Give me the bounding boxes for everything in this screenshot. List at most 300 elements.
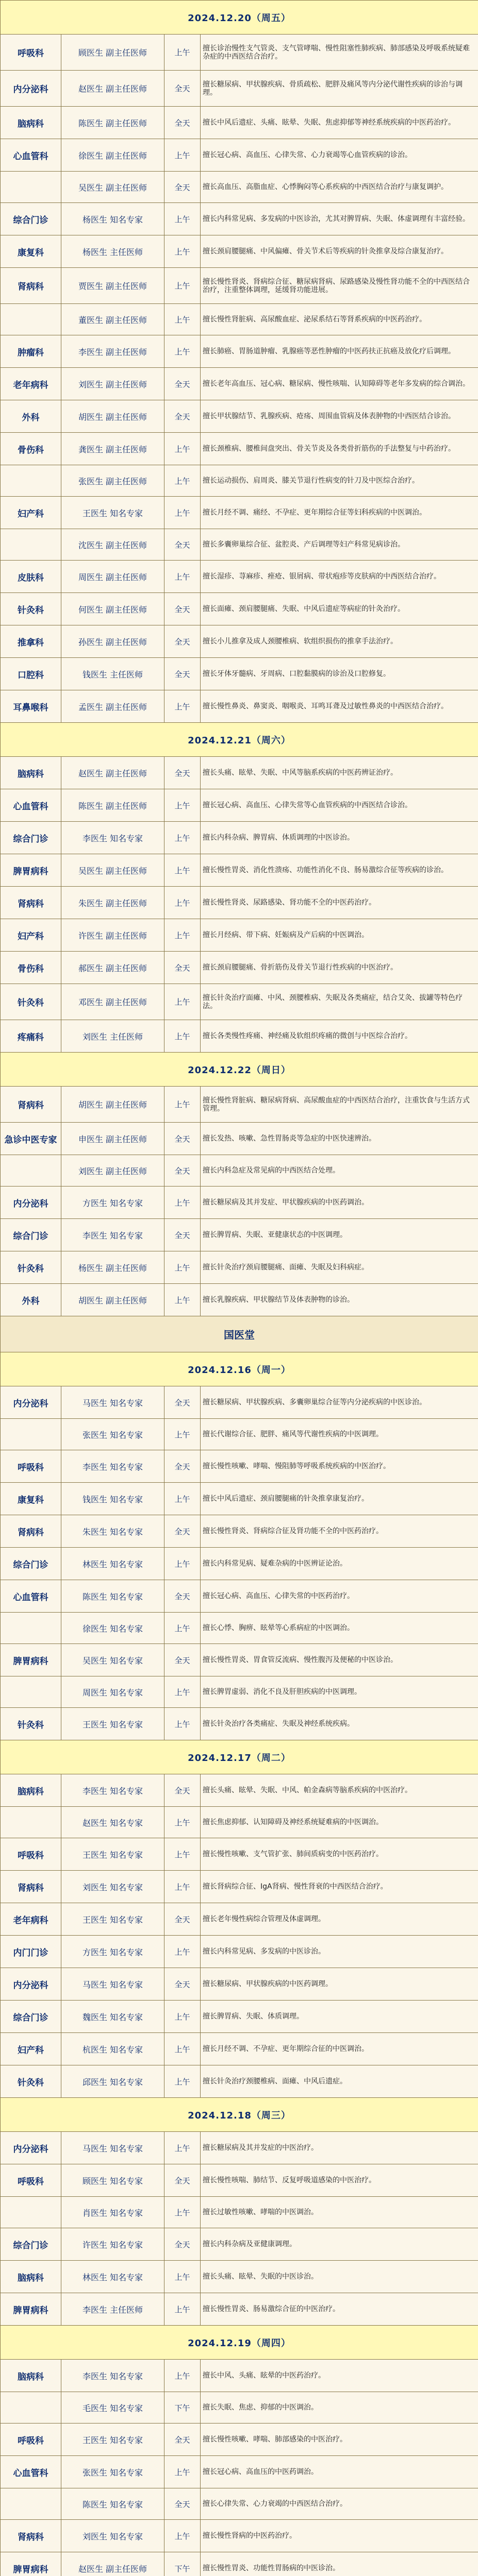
specialty-cell: 擅长慢性肾炎、尿路感染、肾功能不全的中医药治疗。	[201, 887, 478, 919]
doctor-cell: 龚医生 副主任医师	[61, 433, 164, 465]
specialty-cell: 擅长慢性胃炎、功能性胃肠病的中医诊治。	[201, 2552, 478, 2576]
specialty-cell: 擅长内科常见病、疑难杂病的中医辨证论治。	[201, 1548, 478, 1580]
time-slot-cell: 上午	[164, 2520, 201, 2552]
date-label: 2024.12.18（周三）	[1, 2098, 478, 2132]
time-slot-cell: 上午	[164, 35, 201, 71]
specialty-cell: 擅长内科急症及常见病的中西医结合处理。	[201, 1155, 478, 1187]
doctor-row	[1, 1219, 478, 1251]
time-slot-cell: 全天	[164, 529, 201, 561]
time-slot-cell: 全天	[164, 2488, 201, 2520]
date-header-row	[1, 1, 478, 35]
doctor-row	[1, 2520, 478, 2552]
specialty-cell: 擅长冠心病、高血压的中医药调治。	[201, 2456, 478, 2488]
doctor-row	[1, 2197, 478, 2228]
date-header-row	[1, 1053, 478, 1087]
doctor-cell: 周医生 副主任医师	[61, 561, 164, 593]
doctor-row	[1, 107, 478, 139]
time-slot-cell: 上午	[164, 1187, 201, 1219]
doctor-cell: 朱医生 知名专家	[61, 1515, 164, 1548]
department-cell: 针灸科	[1, 2065, 61, 2098]
doctor-row	[1, 690, 478, 723]
specialty-cell: 擅长慢性肾炎、肾病综合征、糖尿病肾病、尿路感染及慢性肾功能不全的中西医结合治疗，注重整体调理，延缓肾功能进展。	[201, 268, 478, 304]
doctor-cell: 杨医生 知名专家	[61, 203, 164, 235]
time-slot-cell: 全天	[164, 1580, 201, 1613]
department-cell: 骨伤科	[1, 952, 61, 984]
time-slot-cell: 上午	[164, 1087, 201, 1123]
doctor-cell: 王医生 知名专家	[61, 1708, 164, 1740]
doctor-cell: 刘医生 副主任医师	[61, 1155, 164, 1187]
time-slot-cell: 上午	[164, 497, 201, 529]
doctor-row	[1, 561, 478, 593]
department-cell: 针灸科	[1, 1708, 61, 1740]
doctor-row	[1, 497, 478, 529]
specialty-cell: 擅长头痛、眩晕、失眠的中医诊治。	[201, 2261, 478, 2293]
doctor-row	[1, 1155, 478, 1187]
time-slot-cell: 全天	[164, 1774, 201, 1807]
department-cell: 针灸科	[1, 984, 61, 1020]
time-slot-cell: 全天	[164, 400, 201, 433]
doctor-row	[1, 71, 478, 107]
specialty-cell: 擅长慢性鼻炎、鼻窦炎、咽喉炎、耳鸣耳聋及过敏性鼻炎的中西医结合治疗。	[201, 690, 478, 723]
specialty-cell: 擅长慢性咳嗽、哮喘、慢阻肺等呼吸系统疾病的中医治疗。	[201, 1450, 478, 1483]
doctor-row	[1, 1613, 478, 1644]
doctor-row	[1, 1871, 478, 1903]
specialty-cell: 擅长慢性肾病的中医药治疗。	[201, 2520, 478, 2552]
specialty-cell: 擅长糖尿病、甲状腺疾病、多囊卵巢综合征等内分泌疾病的中医诊治。	[201, 1386, 478, 1419]
department-cell	[1, 1613, 61, 1644]
department-cell: 心血管科	[1, 2456, 61, 2488]
specialty-cell: 擅长肺癌、胃肠道肿瘤、乳腺癌等恶性肿瘤的中医药扶正抗癌及放化疗后调理。	[201, 335, 478, 368]
specialty-cell: 擅长颈椎病、腰椎间盘突出、骨关节炎及各类骨折筋伤的手法整复与中药治疗。	[201, 433, 478, 465]
specialty-cell: 擅长针灸治疗各类痛症、失眠及神经系统疾病。	[201, 1708, 478, 1740]
doctor-cell: 顾医生 知名专家	[61, 2164, 164, 2197]
doctor-cell: 赵医生 副主任医师	[61, 71, 164, 107]
specialty-cell: 擅长针灸治疗颈肩腰腿痛、面瘫、失眠及妇科病症。	[201, 1251, 478, 1284]
time-slot-cell: 全天	[164, 1903, 201, 1936]
time-slot-cell: 上午	[164, 1708, 201, 1740]
doctor-row	[1, 1087, 478, 1123]
department-cell: 康复科	[1, 1483, 61, 1515]
time-slot-cell: 上午	[164, 1483, 201, 1515]
doctor-row	[1, 887, 478, 919]
time-slot-cell: 上午	[164, 1936, 201, 1968]
specialty-cell: 擅长过敏性咳嗽、哮喘的中医调治。	[201, 2197, 478, 2228]
specialty-cell: 擅长中风、头痛、眩晕的中医药治疗。	[201, 2360, 478, 2392]
time-slot-cell: 全天	[164, 952, 201, 984]
doctor-cell: 马医生 知名专家	[61, 2132, 164, 2164]
doctor-row	[1, 1419, 478, 1450]
date-label: 2024.12.20（周五）	[1, 1, 478, 35]
doctor-cell: 陈医生 知名专家	[61, 2488, 164, 2520]
department-cell: 肾病科	[1, 2520, 61, 2552]
doctor-cell: 王医生 知名专家	[61, 2424, 164, 2456]
doctor-row	[1, 368, 478, 400]
specialty-cell: 擅长慢性肾脏病、糖尿病肾病、高尿酸血症的中西医结合治疗，注重饮食与生活方式管理。	[201, 1087, 478, 1123]
department-cell: 耳鼻喉科	[1, 690, 61, 723]
specialty-cell: 擅长月经病、带下病、妊娠病及产后病的中医调治。	[201, 919, 478, 952]
doctor-cell: 李医生 知名专家	[61, 2360, 164, 2392]
time-slot-cell: 上午	[164, 433, 201, 465]
department-cell: 脾胃病科	[1, 854, 61, 887]
doctor-cell: 毛医生 知名专家	[61, 2392, 164, 2424]
doctor-cell: 杨医生 副主任医师	[61, 1251, 164, 1284]
department-cell: 内分泌科	[1, 71, 61, 107]
doctor-cell: 张医生 知名专家	[61, 2456, 164, 2488]
doctor-row	[1, 139, 478, 172]
department-cell: 综合门诊	[1, 822, 61, 854]
specialty-cell: 擅长针灸治疗颈腰椎病、面瘫、中风后遗症。	[201, 2065, 478, 2098]
doctor-row	[1, 1644, 478, 1676]
department-cell: 妇产科	[1, 497, 61, 529]
department-cell	[1, 304, 61, 335]
specialty-cell: 擅长心律失常、心力衰竭的中西医结合治疗。	[201, 2488, 478, 2520]
doctor-cell: 马医生 知名专家	[61, 1386, 164, 1419]
time-slot-cell: 上午	[164, 919, 201, 952]
department-cell: 内分泌科	[1, 1187, 61, 1219]
specialty-cell: 擅长诊治慢性支气管炎、支气管哮喘、慢性阻塞性肺疾病、肺部感染及呼吸系统疑难杂症的中西医结合治疗。	[201, 35, 478, 71]
specialty-cell: 擅长中风后遗症、颈肩腰腿痛的针灸推拿康复治疗。	[201, 1483, 478, 1515]
doctor-row	[1, 465, 478, 497]
doctor-cell: 吴医生 知名专家	[61, 1644, 164, 1676]
department-cell	[1, 2197, 61, 2228]
time-slot-cell: 上午	[164, 1284, 201, 1316]
department-cell	[1, 1807, 61, 1838]
specialty-cell: 擅长内科常见病、多发病的中医诊治。	[201, 1936, 478, 1968]
specialty-cell: 擅长针灸治疗面瘫、中风、颈腰椎病、失眠及各类痛症，结合艾灸、拔罐等特色疗法。	[201, 984, 478, 1020]
time-slot-cell: 全天	[164, 107, 201, 139]
doctor-cell: 孟医生 副主任医师	[61, 690, 164, 723]
doctor-cell: 王医生 知名专家	[61, 1903, 164, 1936]
doctor-cell: 胡医生 副主任医师	[61, 1087, 164, 1123]
doctor-cell: 钱医生 知名专家	[61, 1483, 164, 1515]
specialty-cell: 擅长代谢综合征、肥胖、痛风等代谢性疾病的中医调理。	[201, 1419, 478, 1450]
department-cell	[1, 2392, 61, 2424]
doctor-cell: 方医生 知名专家	[61, 1936, 164, 1968]
date-header-row	[1, 1740, 478, 1774]
doctor-cell: 许医生 知名专家	[61, 2228, 164, 2261]
department-cell: 老年病科	[1, 368, 61, 400]
time-slot-cell: 全天	[164, 368, 201, 400]
doctor-row	[1, 789, 478, 822]
specialty-cell: 擅长脾胃虚弱、消化不良及肝胆疾病的中医调理。	[201, 1676, 478, 1708]
specialty-cell: 擅长各类慢性疼痛、神经痛及软组织疼痛的微创与中医综合治疗。	[201, 1020, 478, 1053]
doctor-cell: 邱医生 知名专家	[61, 2065, 164, 2098]
specialty-cell: 擅长慢性肾脏病、高尿酸血症、泌尿系结石等肾系疾病的中医药治疗。	[201, 304, 478, 335]
doctor-row	[1, 335, 478, 368]
doctor-row	[1, 1187, 478, 1219]
specialty-cell: 擅长糖尿病及其并发症的中医治疗。	[201, 2132, 478, 2164]
time-slot-cell: 上午	[164, 822, 201, 854]
time-slot-cell: 上午	[164, 1807, 201, 1838]
date-label: 2024.12.22（周日）	[1, 1053, 478, 1087]
time-slot-cell: 全天	[164, 1968, 201, 2001]
department-cell: 呼吸科	[1, 35, 61, 71]
doctor-cell: 朱医生 副主任医师	[61, 887, 164, 919]
department-cell: 脑病科	[1, 1774, 61, 1807]
doctor-row	[1, 2228, 478, 2261]
time-slot-cell: 上午	[164, 2360, 201, 2392]
date-header-row	[1, 2098, 478, 2132]
doctor-row	[1, 1020, 478, 1053]
date-label: 2024.12.21（周六）	[1, 723, 478, 757]
doctor-cell: 胡医生 副主任医师	[61, 1284, 164, 1316]
doctor-row	[1, 919, 478, 952]
department-cell: 呼吸科	[1, 2164, 61, 2197]
specialty-cell: 擅长慢性咳嗽、哮喘、肺部感染的中医治疗。	[201, 2424, 478, 2456]
specialty-cell: 擅长脾胃病、失眠、亚健康状态的中医调理。	[201, 1219, 478, 1251]
doctor-row	[1, 2360, 478, 2392]
doctor-row	[1, 854, 478, 887]
doctor-row	[1, 1968, 478, 2001]
specialty-cell: 擅长月经不调、不孕症、更年期综合征的中医调治。	[201, 2033, 478, 2065]
doctor-cell: 孙医生 副主任医师	[61, 625, 164, 658]
specialty-cell: 擅长运动损伤、肩周炎、膝关节退行性病变的针刀及中医综合治疗。	[201, 465, 478, 497]
doctor-row	[1, 203, 478, 235]
date-header-row	[1, 1352, 478, 1386]
time-slot-cell: 上午	[164, 2065, 201, 2098]
time-slot-cell: 上午	[164, 2001, 201, 2033]
time-slot-cell: 上午	[164, 268, 201, 304]
department-cell: 脑病科	[1, 107, 61, 139]
specialty-cell: 擅长糖尿病、甲状腺疾病、骨质疏松、肥胖及痛风等内分泌代谢性疾病的诊治与调理。	[201, 71, 478, 107]
specialty-cell: 擅长中风后遗症、头痛、眩晕、失眠、焦虑抑郁等神经系统疾病的中医药治疗。	[201, 107, 478, 139]
specialty-cell: 擅长乳腺疾病、甲状腺结节及体表肿物的诊治。	[201, 1284, 478, 1316]
time-slot-cell: 全天	[164, 2228, 201, 2261]
date-label: 2024.12.19（周四）	[1, 2326, 478, 2360]
specialty-cell: 擅长冠心病、高血压、心律失常、心力衰竭等心血管疾病的诊治。	[201, 139, 478, 172]
specialty-cell: 擅长糖尿病及其并发症、甲状腺疾病的中医药调治。	[201, 1187, 478, 1219]
specialty-cell: 擅长失眠、焦虑、抑郁的中医调治。	[201, 2392, 478, 2424]
department-cell: 脾胃病科	[1, 2293, 61, 2326]
time-slot-cell: 上午	[164, 1548, 201, 1580]
doctor-cell: 贾医生 副主任医师	[61, 268, 164, 304]
department-cell	[1, 1419, 61, 1450]
date-label: 2024.12.17（周二）	[1, 1740, 478, 1774]
doctor-row	[1, 1386, 478, 1419]
doctor-cell: 徐医生 副主任医师	[61, 139, 164, 172]
specialty-cell: 擅长小儿推拿及成人颈腰椎病、软组织损伤的推拿手法治疗。	[201, 625, 478, 658]
doctor-row	[1, 2488, 478, 2520]
doctor-cell: 刘医生 知名专家	[61, 1871, 164, 1903]
time-slot-cell: 全天	[164, 658, 201, 690]
doctor-row	[1, 2424, 478, 2456]
specialty-cell: 擅长头痛、眩晕、失眠、中风等脑系疾病的中医药辨证治疗。	[201, 757, 478, 789]
department-cell: 呼吸科	[1, 2424, 61, 2456]
date-header-row	[1, 2326, 478, 2360]
doctor-row	[1, 35, 478, 71]
time-slot-cell: 上午	[164, 690, 201, 723]
doctor-row	[1, 2164, 478, 2197]
department-cell	[1, 1676, 61, 1708]
department-cell	[1, 465, 61, 497]
doctor-row	[1, 2065, 478, 2098]
doctor-row	[1, 1807, 478, 1838]
doctor-row	[1, 2132, 478, 2164]
time-slot-cell: 全天	[164, 1123, 201, 1155]
specialty-cell: 擅长冠心病、高血压、心律失常的中医药治疗。	[201, 1580, 478, 1613]
doctor-cell: 方医生 知名专家	[61, 1187, 164, 1219]
time-slot-cell: 全天	[164, 2424, 201, 2456]
department-cell: 外科	[1, 400, 61, 433]
specialty-cell: 擅长慢性咳嗽、支气管扩张、肺间质病变的中医药治疗。	[201, 1838, 478, 1871]
doctor-cell: 赵医生 副主任医师	[61, 757, 164, 789]
department-cell: 推拿科	[1, 625, 61, 658]
department-cell: 针灸科	[1, 1251, 61, 1284]
time-slot-cell: 上午	[164, 139, 201, 172]
doctor-row	[1, 172, 478, 203]
doctor-row	[1, 268, 478, 304]
doctor-cell: 吴医生 副主任医师	[61, 854, 164, 887]
doctor-row	[1, 1450, 478, 1483]
time-slot-cell: 上午	[164, 1020, 201, 1053]
department-cell: 皮肤科	[1, 561, 61, 593]
specialty-cell: 擅长月经不调、痛经、不孕症、更年期综合征等妇科疾病的中医调治。	[201, 497, 478, 529]
department-cell: 肾病科	[1, 887, 61, 919]
department-cell: 内门门诊	[1, 1936, 61, 1968]
time-slot-cell: 上午	[164, 2293, 201, 2326]
time-slot-cell: 上午	[164, 561, 201, 593]
schedule-body	[1, 1, 478, 2576]
doctor-cell: 王医生 知名专家	[61, 1838, 164, 1871]
doctor-row	[1, 235, 478, 268]
department-cell: 脑病科	[1, 2360, 61, 2392]
department-cell: 综合门诊	[1, 1219, 61, 1251]
doctor-row	[1, 1251, 478, 1284]
department-cell: 脑病科	[1, 2261, 61, 2293]
specialty-cell: 擅长心悸、胸痹、眩晕等心系病症的中医调治。	[201, 1613, 478, 1644]
specialty-cell: 擅长慢性胃炎、肠易激综合征的中医治疗。	[201, 2293, 478, 2326]
department-cell: 老年病科	[1, 1903, 61, 1936]
department-cell	[1, 172, 61, 203]
department-cell: 综合门诊	[1, 2001, 61, 2033]
doctor-cell: 刘医生 知名专家	[61, 2520, 164, 2552]
specialty-cell: 擅长老年高血压、冠心病、糖尿病、慢性咳喘、认知障碍等老年多发病的综合调治。	[201, 368, 478, 400]
specialty-cell: 擅长面瘫、颈肩腰腿痛、失眠、中风后遗症等病症的针灸治疗。	[201, 593, 478, 625]
department-cell	[1, 1155, 61, 1187]
doctor-row	[1, 2392, 478, 2424]
specialty-cell: 擅长内科杂病、脾胃病、体质调理的中医诊治。	[201, 822, 478, 854]
doctor-cell: 赵医生 知名专家	[61, 1807, 164, 1838]
doctor-cell: 林医生 知名专家	[61, 1548, 164, 1580]
time-slot-cell: 全天	[164, 593, 201, 625]
doctor-row	[1, 2261, 478, 2293]
doctor-row	[1, 1580, 478, 1613]
doctor-row	[1, 757, 478, 789]
department-cell: 内分泌科	[1, 2132, 61, 2164]
department-cell: 综合门诊	[1, 203, 61, 235]
specialty-cell: 擅长焦虑抑郁、认知障碍及神经系统疑难病的中医调治。	[201, 1807, 478, 1838]
time-slot-cell: 全天	[164, 1450, 201, 1483]
doctor-row	[1, 2293, 478, 2326]
department-cell: 综合门诊	[1, 1548, 61, 1580]
doctor-row	[1, 1515, 478, 1548]
doctor-cell: 李医生 知名专家	[61, 1450, 164, 1483]
time-slot-cell: 上午	[164, 235, 201, 268]
doctor-row	[1, 2001, 478, 2033]
specialty-cell: 擅长冠心病、高血压、心律失常等心血管疾病的中西医结合诊治。	[201, 789, 478, 822]
time-slot-cell: 全天	[164, 172, 201, 203]
department-cell	[1, 2488, 61, 2520]
department-cell: 脑病科	[1, 757, 61, 789]
doctor-cell: 郝医生 副主任医师	[61, 952, 164, 984]
time-slot-cell: 全天	[164, 1644, 201, 1676]
department-cell	[1, 529, 61, 561]
time-slot-cell: 下午	[164, 2392, 201, 2424]
doctor-cell: 钱医生 主任医师	[61, 658, 164, 690]
doctor-cell: 胡医生 副主任医师	[61, 400, 164, 433]
doctor-cell: 赵医生 副主任医师	[61, 2552, 164, 2576]
time-slot-cell: 上午	[164, 2261, 201, 2293]
date-header-row	[1, 723, 478, 757]
doctor-row	[1, 1838, 478, 1871]
doctor-row	[1, 529, 478, 561]
time-slot-cell: 全天	[164, 757, 201, 789]
department-cell: 骨伤科	[1, 433, 61, 465]
doctor-cell: 邓医生 副主任医师	[61, 984, 164, 1020]
time-slot-cell: 上午	[164, 335, 201, 368]
time-slot-cell: 全天	[164, 2164, 201, 2197]
doctor-row	[1, 658, 478, 690]
specialty-cell: 擅长慢性咳喘、肺结节、反复呼吸道感染的中医治疗。	[201, 2164, 478, 2197]
specialty-cell: 擅长发热、咳嗽、急性胃肠炎等急症的中医快速辨治。	[201, 1123, 478, 1155]
doctor-cell: 李医生 知名专家	[61, 1774, 164, 1807]
doctor-row	[1, 2456, 478, 2488]
specialty-cell: 擅长慢性胃炎、胃食管反流病、慢性腹泻及便秘的中医诊治。	[201, 1644, 478, 1676]
doctor-cell: 张医生 知名专家	[61, 1419, 164, 1450]
doctor-cell: 魏医生 知名专家	[61, 2001, 164, 2033]
department-cell: 急诊中医专家	[1, 1123, 61, 1155]
doctor-cell: 李医生 主任医师	[61, 2293, 164, 2326]
branch-label: 国医堂	[1, 1316, 478, 1352]
doctor-row	[1, 304, 478, 335]
doctor-cell: 陈医生 知名专家	[61, 1580, 164, 1613]
doctor-row	[1, 984, 478, 1020]
doctor-cell: 申医生 副主任医师	[61, 1123, 164, 1155]
doctor-cell: 王医生 知名专家	[61, 497, 164, 529]
department-cell: 内分泌科	[1, 1968, 61, 2001]
doctor-row	[1, 400, 478, 433]
department-cell: 脾胃病科	[1, 1644, 61, 1676]
doctor-row	[1, 1774, 478, 1807]
doctor-row	[1, 593, 478, 625]
department-cell: 肾病科	[1, 1871, 61, 1903]
doctor-cell: 林医生 知名专家	[61, 2261, 164, 2293]
doctor-row	[1, 822, 478, 854]
time-slot-cell: 下午	[164, 2552, 201, 2576]
doctor-cell: 吴医生 副主任医师	[61, 172, 164, 203]
department-cell: 心血管科	[1, 139, 61, 172]
doctor-row	[1, 2552, 478, 2576]
doctor-cell: 刘医生 主任医师	[61, 1020, 164, 1053]
doctor-cell: 杭医生 知名专家	[61, 2033, 164, 2065]
department-cell: 呼吸科	[1, 1838, 61, 1871]
department-cell: 心血管科	[1, 789, 61, 822]
doctor-row	[1, 2033, 478, 2065]
specialty-cell: 擅长内科杂病及亚健康调理。	[201, 2228, 478, 2261]
date-label: 2024.12.16（周一）	[1, 1352, 478, 1386]
branch-header-row	[1, 1316, 478, 1352]
department-cell: 肾病科	[1, 268, 61, 304]
time-slot-cell: 全天	[164, 1515, 201, 1548]
time-slot-cell: 上午	[164, 1871, 201, 1903]
specialty-cell: 擅长颈肩腰腿痛、中风偏瘫、骨关节术后等疾病的针灸推拿及综合康复治疗。	[201, 235, 478, 268]
specialty-cell: 擅长慢性胃炎、消化性溃疡、功能性消化不良、肠易激综合征等疾病的诊治。	[201, 854, 478, 887]
doctor-cell: 何医生 副主任医师	[61, 593, 164, 625]
specialty-cell: 擅长甲状腺结节、乳腺疾病、疮疡、周围血管病及体表肿物的中西医结合诊治。	[201, 400, 478, 433]
department-cell: 疼痛科	[1, 1020, 61, 1053]
department-cell: 妇产科	[1, 2033, 61, 2065]
time-slot-cell: 全天	[164, 625, 201, 658]
